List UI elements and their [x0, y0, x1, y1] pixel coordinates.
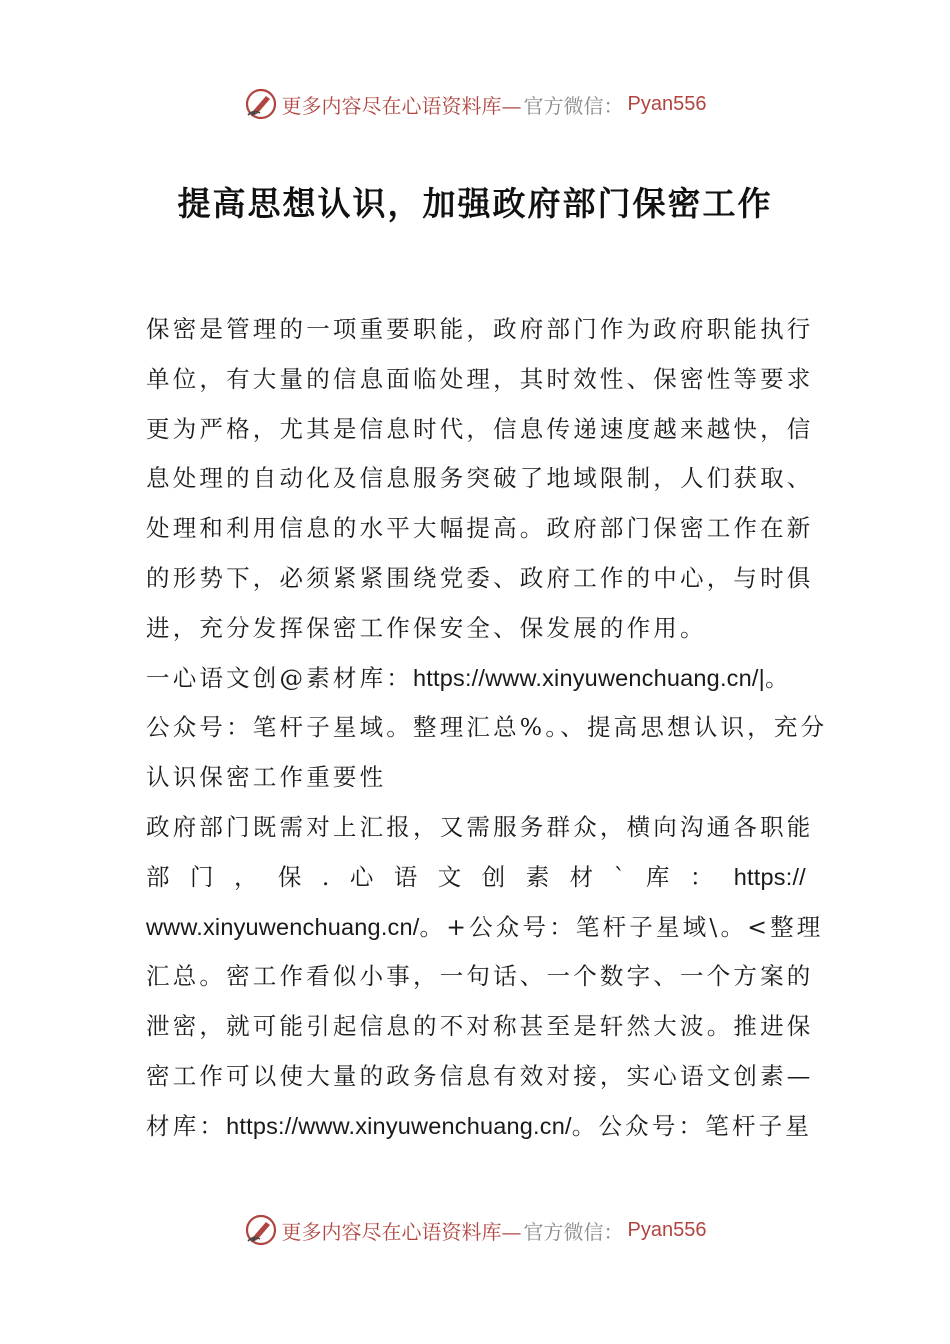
paragraph-line: 保密是管理的一项重要职能，政府部门作为政府职能执行	[146, 315, 814, 343]
document-body	[146, 305, 828, 1152]
char: 门	[189, 862, 217, 891]
url-text: https://www.xinyuwenchuang.cn/|	[413, 664, 765, 691]
paragraph-line: 进，充分发挥保密工作保安全、保发展的作用。	[146, 613, 707, 642]
document-title: 提高思想认识，加强政府部门保密工作	[177, 184, 773, 223]
header-watermark-banner	[0, 84, 950, 124]
char: ：	[689, 862, 717, 891]
pen-seal-logo-icon	[244, 87, 278, 121]
char: 库	[645, 862, 673, 891]
paragraph-line: 单位，有大量的信息面临处理，其时效性、保密性等要求	[146, 364, 814, 393]
char: 语	[393, 862, 421, 891]
char: 材	[569, 862, 597, 891]
char: `	[613, 862, 629, 891]
banner-wechat-label: 官方微信：	[523, 1219, 624, 1244]
banner-wechat-label: 官方微信：	[523, 93, 624, 118]
line-text: 。+公众号：笔杆子星域\。<整理	[419, 912, 824, 941]
paragraph-line: 密工作可以使大量的政务信息有效对接，实心语文创素—	[146, 1061, 814, 1090]
banner-wechat-id: Pyan556	[627, 92, 707, 115]
paragraph-line: 处理和利用信息的水平大幅提高。政府部门保密工作在新	[146, 514, 814, 543]
char: .	[321, 862, 333, 891]
line-text: 。公众号：笔杆子星	[571, 1111, 813, 1140]
char: 创	[481, 862, 509, 891]
paragraph-line: 公众号：笔杆子星域。整理汇总%。、提高思想认识，充分	[146, 713, 828, 742]
footer-watermark-banner	[0, 1210, 950, 1250]
url-text: https://	[733, 863, 806, 890]
line-text: 材库：	[146, 1111, 227, 1140]
char: 心	[349, 862, 377, 891]
paragraph-line	[146, 1102, 813, 1152]
banner-wechat-id: Pyan556	[627, 1218, 707, 1241]
url-text: https://www.xinyuwenchuang.cn/	[226, 1112, 572, 1139]
paragraph-line: 的形势下，必须紧紧围绕党委、政府工作的中心，与时俱	[146, 563, 814, 592]
char: 保	[277, 862, 305, 891]
char: 素	[525, 862, 553, 891]
paragraph-line: 更为严格，尤其是信息时代，信息传递速度越来越快，信	[146, 414, 814, 443]
paragraph-line	[146, 654, 806, 704]
paragraph-line-justified	[146, 853, 806, 903]
char: 部	[146, 862, 173, 891]
url-text: www.xinyuwenchuang.cn/	[146, 913, 420, 940]
line-text: 。	[764, 663, 792, 692]
char: ，	[233, 862, 261, 891]
paragraph-line	[146, 903, 824, 953]
banner-text: 更多内容尽在心语资料库—	[281, 1219, 522, 1244]
banner-text: 更多内容尽在心语资料库—	[281, 93, 522, 118]
pen-seal-logo-icon	[244, 1213, 278, 1247]
section-heading-line: 认识保密工作重要性	[146, 763, 387, 792]
line-text: 一心语文创@素材库：	[146, 663, 413, 692]
paragraph-line: 汇总。密工作看似小事，一句话、一个数字、一个方案的	[146, 962, 814, 991]
paragraph-line: 泄密，就可能引起信息的不对称甚至是轩然大波。推进保	[146, 1012, 814, 1041]
paragraph-line: 息处理的自动化及信息服务突破了地域限制，人们获取、	[146, 464, 814, 493]
paragraph-line: 政府部门既需对上汇报，又需服务群众，横向沟通各职能	[146, 812, 814, 841]
char: 文	[437, 862, 465, 891]
